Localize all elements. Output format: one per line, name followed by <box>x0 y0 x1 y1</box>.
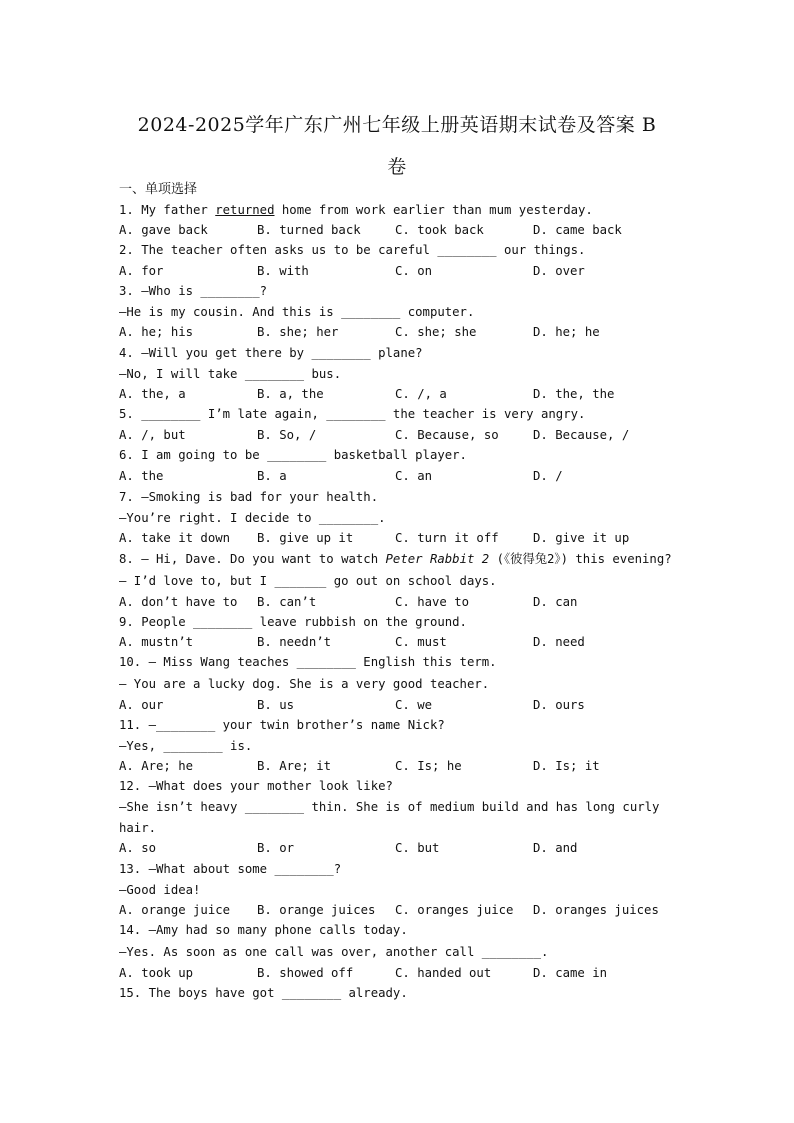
option: C. turn it off <box>395 531 499 545</box>
question-stem: 8. — Hi, Dave. Do you want to watch Peter Rabbit 2 (《彼得兔2》) this evening? <box>119 552 672 566</box>
options-row <box>119 322 699 342</box>
option: D. Because, / <box>533 428 630 442</box>
options-row <box>119 963 699 983</box>
question-line: —He is my cousin. And this is ________ computer. <box>119 305 475 319</box>
option: B. a <box>257 469 287 483</box>
option: D. Is; it <box>533 759 600 773</box>
option: D. ours <box>533 698 585 712</box>
option: A. orange juice <box>119 903 231 917</box>
options-row <box>119 632 699 652</box>
option: C. took back <box>395 223 484 237</box>
question-stem: 6. I am going to be ________ basketball player. <box>119 448 467 462</box>
option: A. so <box>119 841 157 855</box>
option: A. for <box>119 264 164 278</box>
option: B. So, / <box>257 428 317 442</box>
option: B. can’t <box>257 595 317 609</box>
option: A. the, a <box>119 387 186 401</box>
question-stem: 5. ________ I’m late again, ________ the teacher is very angry. <box>119 407 586 421</box>
option: B. orange juices <box>257 903 376 917</box>
question-line: —No, I will take ________ bus. <box>119 367 342 381</box>
option: D. over <box>533 264 585 278</box>
option: C. Because, so <box>395 428 499 442</box>
option: B. showed off <box>257 966 354 980</box>
question-stem: 1. My father returned home from work earlier than mum yesterday. <box>119 203 593 217</box>
option: D. he; he <box>533 325 600 339</box>
option: A. take it down <box>119 531 231 545</box>
options-row <box>119 528 699 548</box>
option: C. she; she <box>395 325 477 339</box>
question-line: —You’re right. I decide to ________. <box>119 511 386 525</box>
question-line: hair. <box>119 821 157 835</box>
option: D. need <box>533 635 585 649</box>
question-line: —She isn’t heavy ________ thin. She is of medium build and has long curly <box>119 800 660 814</box>
option: D. / <box>533 469 563 483</box>
question-stem: 15. The boys have got ________ already. <box>119 986 408 1000</box>
question-line: — You are a lucky dog. She is a very good teacher. <box>119 677 490 691</box>
option: C. but <box>395 841 440 855</box>
option: C. must <box>395 635 447 649</box>
page-title <box>100 104 694 188</box>
option: B. she; her <box>257 325 339 339</box>
option: C. we <box>395 698 433 712</box>
option: B. turned back <box>257 223 361 237</box>
question-stem: 10. — Miss Wang teaches ________ English this term. <box>119 655 497 669</box>
option: D. came in <box>533 966 608 980</box>
option: D. came back <box>533 223 622 237</box>
option: B. or <box>257 841 295 855</box>
question-list <box>119 180 699 1004</box>
option: A. /, but <box>119 428 186 442</box>
option: D. give it up <box>533 531 630 545</box>
option: D. can <box>533 595 578 609</box>
option: A. he; his <box>119 325 194 339</box>
title-line-2: 卷 <box>387 156 407 178</box>
option: C. an <box>395 469 433 483</box>
option: C. handed out <box>395 966 492 980</box>
option: C. oranges juice <box>395 903 514 917</box>
option: B. with <box>257 264 309 278</box>
option: C. on <box>395 264 433 278</box>
question-stem: 4. —Will you get there by ________ plane? <box>119 346 423 360</box>
italic-title: Peter Rabbit 2 <box>385 552 490 566</box>
option: C. Is; he <box>395 759 462 773</box>
options-row <box>119 838 699 858</box>
option: C. have to <box>395 595 470 609</box>
options-row <box>119 220 699 240</box>
option: A. took up <box>119 966 194 980</box>
option: A. Are; he <box>119 759 194 773</box>
option: B. us <box>257 698 295 712</box>
question-stem: 9. People ________ leave rubbish on the ground. <box>119 615 467 629</box>
question-stem: 14. —Amy had so many phone calls today. <box>119 923 408 937</box>
question-stem: 7. —Smoking is bad for your health. <box>119 490 379 504</box>
question-stem: 3. —Who is ________? <box>119 284 268 298</box>
question-line: —Good idea! <box>119 883 201 897</box>
options-row <box>119 900 699 920</box>
option: A. the <box>119 469 164 483</box>
options-row <box>119 592 699 612</box>
option: D. the, the <box>533 387 615 401</box>
option: A. gave back <box>119 223 208 237</box>
option: B. Are; it <box>257 759 332 773</box>
options-row <box>119 425 699 445</box>
underlined-word: returned <box>215 203 275 217</box>
section-heading: 一、单项选择 <box>119 182 198 197</box>
option: A. don’t have to <box>119 595 238 609</box>
title-line-1: 2024-2025学年广东广州七年级上册英语期末试卷及答案 B <box>137 114 657 136</box>
option: A. mustn’t <box>119 635 194 649</box>
question-stem: 12. —What does your mother look like? <box>119 779 393 793</box>
option: B. needn’t <box>257 635 332 649</box>
question-line: —Yes. As soon as one call was over, another call ________. <box>119 945 549 959</box>
option: D. and <box>533 841 578 855</box>
question-stem: 11. —________ your twin brother’s name Nick? <box>119 718 445 732</box>
options-row <box>119 756 699 776</box>
option: C. /, a <box>395 387 447 401</box>
option: B. a, the <box>257 387 324 401</box>
option: A. our <box>119 698 164 712</box>
options-row <box>119 261 699 281</box>
question-line: —Yes, ________ is. <box>119 739 253 753</box>
question-stem: 2. The teacher often asks us to be careful ________ our things. <box>119 243 586 257</box>
options-row <box>119 384 699 404</box>
question-line: — I’d love to, but I _______ go out on school days. <box>119 574 497 588</box>
options-row <box>119 466 699 486</box>
question-stem: 13. —What about some ________? <box>119 862 342 876</box>
option: D. oranges juices <box>533 903 659 917</box>
options-row <box>119 695 699 715</box>
option: B. give up it <box>257 531 354 545</box>
